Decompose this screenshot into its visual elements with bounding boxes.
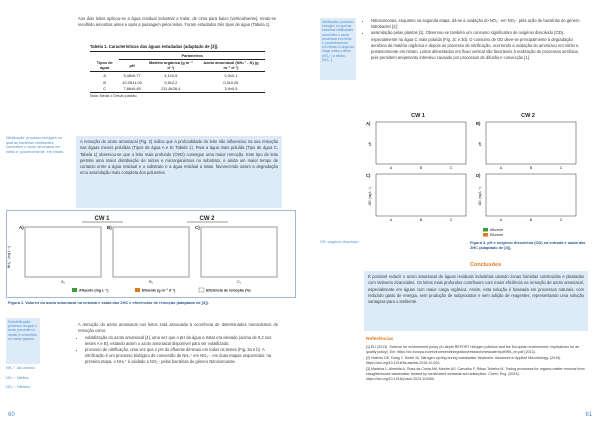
- glossary-nh4: NH₄⁺: Ião amónio: [6, 366, 36, 370]
- cw1-title: CW 1: [411, 113, 425, 119]
- references-heading: Referências: [366, 337, 394, 342]
- y-axis-label: OD (mg L⁻¹): [478, 186, 482, 206]
- cw2-title: CW 2: [199, 216, 215, 222]
- margin-note-1: Nitrificação: processo biológico no qual as bactérias nitrificantes convertem o azoto amoniacal em nitrito e, posteriormente, em nitrato.: [6, 136, 65, 155]
- legend-label: Afluente (mg L⁻¹): [79, 288, 109, 293]
- legend-label: Efluente: [490, 233, 504, 237]
- plot-frame: [486, 174, 576, 216]
- x-tick-label: A: [389, 218, 393, 222]
- panel-label: A): [19, 225, 24, 230]
- mechanisms-intro: A remoção do azoto amoniacal nos leitos está associada à ocorrência de determinados mecanismos de remoção como:: [78, 322, 278, 334]
- x-tick-label: A: [389, 166, 393, 170]
- table-note: Nota: Média ± Desvio padrão.: [90, 93, 138, 98]
- y-axis-label: OD (mg L⁻¹): [368, 186, 372, 206]
- legend-label: Efluente (g m⁻² d⁻¹): [142, 288, 176, 293]
- cw2-title: CW 2: [521, 113, 535, 119]
- reference-item: [3] Madeira L, Almeida A, Rosa da Costa AM, Mestre AS, Carvalho F, Ribau Teixeira M. Tuning processes for organic matter removal from slaughterhouse wastewater treated by constructed wetlands and adsorption. Chem. Eng. (2023). https://doi.org/10.1016/j.cace.2023.110450.: [366, 367, 585, 381]
- intro-paragraph: Aos dois leitos aplicou-se a água residual industrial a tratar, de cima para baixo (verticalmente), tendo-se recolhido amostras antes e após a passagem pelos leitos. Foram estudados três tipos de água (Tabela 1).: [78, 16, 276, 28]
- margin-note-box-right: [320, 18, 356, 80]
- x-tick-label: B: [529, 166, 533, 170]
- margin-glossary: [6, 366, 46, 390]
- right-page: [300, 0, 600, 424]
- panel-label: B): [107, 225, 112, 230]
- panel-label: C): [195, 225, 200, 230]
- x-tick-label: B: [419, 166, 423, 170]
- panel-label: A): [366, 121, 371, 126]
- x-tick-label: A₁: [61, 280, 65, 284]
- reference-item: [1] EU (2013). Science for environment policy (In-depth REPORT nitrogen pollution and the European environment: implications for air quality policy). Em: https://ec.europa.eu/environment/integration/research/newsalert/pdf/IR6_en.pdf (2013).: [366, 345, 580, 354]
- table-row: C 7,86±0,45 211,8±26,4 3,9±0,5: [90, 85, 265, 92]
- page-number-right: 61: [585, 412, 592, 418]
- legend-swatch-efluente: [135, 288, 140, 292]
- fig2-panels: [19, 225, 277, 284]
- mechanisms-list: [78, 335, 278, 366]
- legend-swatch-efluente: [483, 233, 488, 237]
- plot-frame: [25, 227, 101, 277]
- table-row: A 9,48±0,77 4,1±0,5 0,3±0,1: [103, 72, 238, 78]
- group-header: Parâmetros: [119, 52, 265, 60]
- panel-label: B): [476, 121, 481, 126]
- legend-swatch-eficiencia: [199, 288, 204, 292]
- table-caption: Tabela 1. Características das águas estudadas (adaptado de [3]).: [90, 44, 219, 49]
- conclusions-box: [364, 271, 588, 331]
- figure-3-chart: [358, 110, 586, 238]
- x-tick-label: C: [449, 166, 453, 170]
- legend-swatch-afluente: [483, 228, 488, 232]
- list-item: • processo de nitrificação, uma vez que o pH do efluente diminuiu em todos os testes (Fig. 3a e b). A nitrificação é um processo biológico de conversão de NH₄⁺ em NO₃⁻, em duas etapas sequenciais: na primeira etapa, o NH₄⁺ é oxidado a NO₂⁻ pelas bactérias do género Nitrosomonas.: [85, 347, 278, 366]
- y-axis-label: pH: [368, 141, 372, 147]
- mechanisms-list-continued: [364, 18, 586, 61]
- figure-2: [6, 210, 296, 298]
- x-tick-label: C: [559, 166, 563, 170]
- conclusions-heading: Conclusões: [470, 262, 502, 268]
- continued-list: [364, 18, 586, 61]
- x-tick-label: B: [529, 218, 533, 222]
- legend-swatch-afluente: [72, 288, 77, 292]
- panel-label: D): [476, 173, 481, 178]
- list-item: • volatilização do azoto amoniacal [4], uma vez que o pH da água a tratar era elevado (acima de 9,2 nos testes A e B), estando assim o azoto amoniacal disponível para ser volatilizado;: [85, 335, 278, 347]
- col-header: pH: [129, 62, 135, 68]
- list-item: • Nitrosomonas, enquanto na segunda etapa, dá-se a oxidação do NO₂⁻ em NO₃⁻ pela ação de bactérias do género Nitrobacter [2];: [371, 18, 586, 30]
- figure-2-caption: Figura 2. Valores do azoto amoniacal na entrada e saída das ZHC e eficiências de remoção (adaptado de [3]).: [8, 300, 209, 305]
- col-header: Tipos de água: [96, 60, 113, 71]
- x-tick-label: B: [419, 218, 423, 222]
- legend-label: Afluente: [490, 228, 504, 232]
- page-number-left: 60: [8, 412, 15, 418]
- x-tick-label: A: [499, 166, 503, 170]
- legend-label: Eficiência de remoção (%): [206, 288, 251, 293]
- panel-label: C): [366, 173, 371, 178]
- conclusions-paragraph: É possível reduzir o azoto amoniacal de águas residuais industriais usando zonas húmidas construídas e plantadas com Vetiveria zizanioides. Os leitos mais profundos contribuem com maior eficiência na remoção de azoto amoniacal, especialmente em águas com maior carga orgânica. Assim, esta solução é baseada em processos naturais, com reduzido gasto de energia, sem produção de subprodutos e sem adição de reagentes, representando uma solução vantajosa para o ambiente.: [368, 274, 584, 305]
- references-list: [366, 345, 588, 383]
- x-tick-label: A: [499, 218, 503, 222]
- margin-note-text: Desnitrificação: processo no qual o azoto presente no nitrato é convertido em azoto gasoso.: [8, 320, 37, 341]
- figure-3-caption: Figura 3. pH e oxigénio dissolvido (OD) na entrada e saída das ZHC (adaptado de [3]).: [470, 240, 586, 250]
- removal-mechanisms: [78, 322, 278, 366]
- plot-frame: [113, 227, 189, 277]
- glossary-no3: NO₃⁻: Nitratos: [6, 385, 30, 390]
- reference-item: [2] Holmes DE, Dang Y, Smith JA. Nitrogen cycling during wastewater treatment. Advances in Applied Microbiology. (2019). https://doi.org/10.1016/bs.aambs.2018.10.003.: [366, 356, 562, 365]
- figure-2-chart: [7, 211, 295, 297]
- col-header: Matéria orgânica (g m⁻² d⁻¹): [149, 60, 193, 71]
- x-tick-label: C: [449, 218, 453, 222]
- glossary-no2: NO₂⁻: Nitritos: [6, 375, 29, 380]
- characteristics-table: [90, 51, 265, 93]
- fig2-legend: [72, 288, 251, 293]
- margin-note-text: Nitrificação: processo biológico no qual as bactérias nitrificantes convertem o azoto amoniacal em nitrito e, posteriormente, em nitrato. A segunda etapa oxida o nitrito (NO₂⁻) a nitrato (NO₃⁻).: [322, 20, 354, 62]
- margin-note-box: [6, 318, 40, 364]
- fig3-panels: [366, 121, 576, 222]
- plot-frame: [486, 122, 576, 164]
- x-tick-label: C: [559, 218, 563, 222]
- od-margin-label: OD: oxigénio dissolvido: [320, 240, 359, 244]
- col-header: Azoto amoniacal (NH₄⁺ - N) (g m⁻² d⁻¹): [203, 60, 259, 71]
- table-1: [90, 44, 280, 98]
- table-row: B 10,25±1,03 9,5±2,2 0,5±0,05: [103, 79, 239, 85]
- fig2-discussion-paragraph: A remoção de azoto amoniacal (Fig. 2) indica que a profundidade do leito não influenciou na sua remoção nas águas menos poluídas (Tipos de água A e B; Tabela 1). Para a água mais poluída (Tipo de água C, Tabela 1) observou-se que o leito mais profundo (CW2) consegue uma maior remoção. Este tipo de leito permite uma maior distribuição de raízes e microrganismos no substrato, e ainda um maior tempo de contacto entre a água residual e o substrato e a água residual a tratar, favorecendo assim a degradação e/ou assimilação mais completa dos poluentes.: [80, 139, 278, 176]
- fig2-ylabel: NH₄⁺ (mg L⁻¹): [7, 245, 11, 269]
- x-tick-label: B₁: [149, 280, 153, 284]
- y-axis-label: pH: [478, 141, 482, 147]
- cw1-title: CW 1: [94, 216, 110, 222]
- list-item: • assimilação pelas plantas [1]. Observou-se também um consumo significativo de oxigénio dissolvido (OD), especialmente na água C mais poluída (Fig. 3c e 3d). O consumo de OD deve-se principalmente à degradação aeróbica da matéria orgânica e depois ao processo de nitrificação, ocorrendo a oxidação do amoníaco em nitrito e, posteriormente em nitrato. Leitos alimentados em fluxo vertical são favoráveis à realização de processos aeróbios, pois permitem arejamento intensivo causado por processos de difusão e convecção [1].: [371, 30, 586, 61]
- plot-frame: [201, 227, 277, 277]
- body-highlight-box: [76, 136, 282, 208]
- figure-3: [358, 110, 586, 238]
- plot-frame: [376, 122, 466, 164]
- plot-frame: [376, 174, 466, 216]
- x-tick-label: C₁: [236, 280, 242, 284]
